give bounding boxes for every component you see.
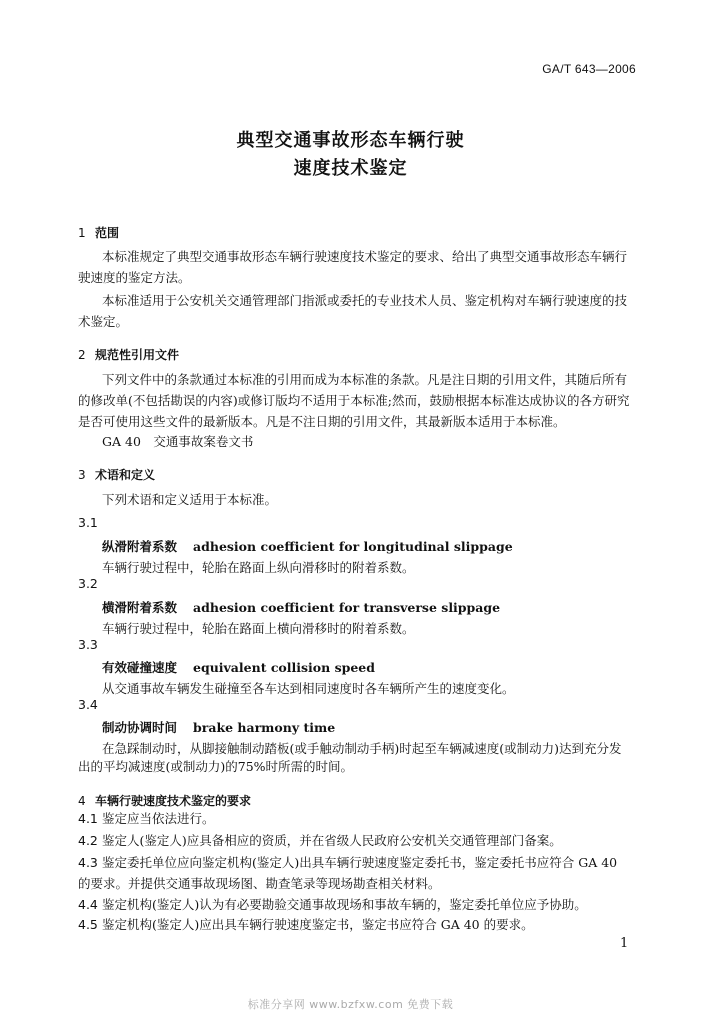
section-number: 4	[78, 794, 86, 808]
term-definition: 从交通事故车辆发生碰撞至各车达到相同速度时各车辆所产生的速度变化。	[102, 681, 515, 696]
term-number: 3.1	[78, 515, 98, 530]
requirement-item	[78, 852, 617, 894]
requirement-text: 鉴定人(鉴定人)应具备相应的资质，并在省级人民政府公安机关交通管理部门备案。	[102, 833, 562, 848]
section-number: 1	[78, 226, 86, 240]
requirement-text: 的要求。并提供交通事故现场图、勘查笔录等现场勘查相关材料。	[78, 876, 441, 891]
term-heading	[102, 658, 375, 676]
text-line: 下列术语和定义适用于本标准。	[102, 492, 278, 507]
text-line: 下列文件中的条款通过本标准的引用而成为本标准的条款。凡是注日期的引用文件，其随后所有	[102, 372, 628, 387]
term-en: adhesion coefficient for transverse slippage	[193, 600, 501, 615]
term-definition: 车辆行驶过程中，轮胎在路面上纵向滑移时的附着系数。	[102, 560, 415, 575]
term-definition: 车辆行驶过程中，轮胎在路面上横向滑移时的附着系数。	[102, 621, 415, 636]
section-heading-requirements	[78, 792, 251, 809]
requirement-item	[78, 914, 534, 935]
section-title: 范围	[95, 226, 120, 240]
text-line: 驶速度的鉴定方法。	[78, 270, 191, 285]
requirement-item	[78, 808, 215, 829]
section-heading-terms	[78, 466, 155, 483]
term-definition-continued	[78, 756, 630, 777]
term-zh: 纵滑附着系数	[102, 539, 178, 554]
term-number: 3.3	[78, 637, 98, 652]
references-paragraph	[78, 369, 630, 432]
text-line: 本标准适用于公安机关交通管理部门指派或委托的专业技术人员、鉴定机构对车辆行驶速度的技	[102, 293, 628, 308]
text-line: 术鉴定。	[78, 314, 129, 329]
section-number: 3	[78, 468, 86, 482]
section-title: 术语和定义	[95, 468, 156, 482]
term-zh: 有效碰撞速度	[102, 660, 178, 675]
requirement-text: 鉴定应当依法进行。	[102, 811, 215, 826]
text-line: 是否可使用这些文件的最新版本。凡是不注日期的引用文件，其最新版本适用于本标准。	[78, 414, 566, 429]
requirement-text: 鉴定委托单位应向鉴定机构(鉴定人)出具车辆行驶速度鉴定委托书，鉴定委托书应符合 GA 40	[102, 855, 618, 870]
scope-paragraph-2	[78, 290, 630, 332]
term-zh: 横滑附着系数	[102, 600, 178, 615]
page-number: 1	[620, 936, 629, 951]
scope-paragraph-1	[78, 246, 630, 288]
text-line: 本标准规定了典型交通事故形态车辆行驶速度技术鉴定的要求、给出了典型交通事故形态车辆行	[102, 249, 628, 264]
requirement-item	[78, 894, 587, 915]
standard-code: GA/T 643—2006	[542, 62, 636, 76]
requirement-number: 4.3	[78, 855, 98, 870]
term-number: 3.2	[78, 576, 98, 591]
requirement-number: 4.1	[78, 811, 98, 826]
document-title-line2: 速度技术鉴定	[293, 158, 408, 179]
term-en: adhesion coefficient for longitudinal slippage	[193, 539, 513, 554]
term-definition: 在急踩制动时，从脚接触制动踏板(或手触动制动手柄)时起至车辆减速度(或制动力)达到充分发	[102, 741, 622, 756]
text-line: GA 40 交通事故案卷文书	[102, 434, 254, 449]
requirement-item	[78, 830, 562, 851]
section-heading-scope	[78, 224, 119, 241]
term-heading	[102, 598, 500, 616]
requirement-number: 4.4	[78, 897, 98, 912]
requirement-text: 鉴定机构(鉴定人)认为有必要勘验交通事故现场和事故车辆的，鉴定委托单位应予协助。	[102, 897, 587, 912]
section-heading-normative-references	[78, 346, 179, 363]
section-number: 2	[78, 348, 86, 362]
text-line: 的修改单(不包括勘误的内容)或修订版均不适用于本标准;然而，鼓励根据本标准达成协议的各方研究	[78, 393, 630, 408]
section-title: 车辆行驶速度技术鉴定的要求	[95, 794, 252, 808]
terms-intro	[78, 489, 630, 510]
watermark-text: 标准分享网 www.bzfxw.com 免费下载	[247, 998, 454, 1011]
requirement-text: 鉴定机构(鉴定人)应出具车辆行驶速度鉴定书，鉴定书应符合 GA 40 的要求。	[102, 917, 534, 932]
section-title: 规范性引用文件	[95, 348, 180, 362]
term-heading	[102, 718, 335, 736]
text-line: 出的平均减速度(或制动力)的75%时所需的时间。	[78, 759, 354, 774]
term-en: equivalent collision speed	[193, 660, 376, 675]
requirement-number: 4.2	[78, 833, 98, 848]
document-title-line1: 典型交通事故形态车辆行驶	[236, 130, 465, 151]
requirement-number: 4.5	[78, 917, 98, 932]
term-heading	[102, 537, 513, 555]
term-number: 3.4	[78, 697, 98, 712]
term-zh: 制动协调时间	[102, 720, 178, 735]
reference-item	[78, 431, 630, 452]
term-en: brake harmony time	[193, 720, 336, 735]
